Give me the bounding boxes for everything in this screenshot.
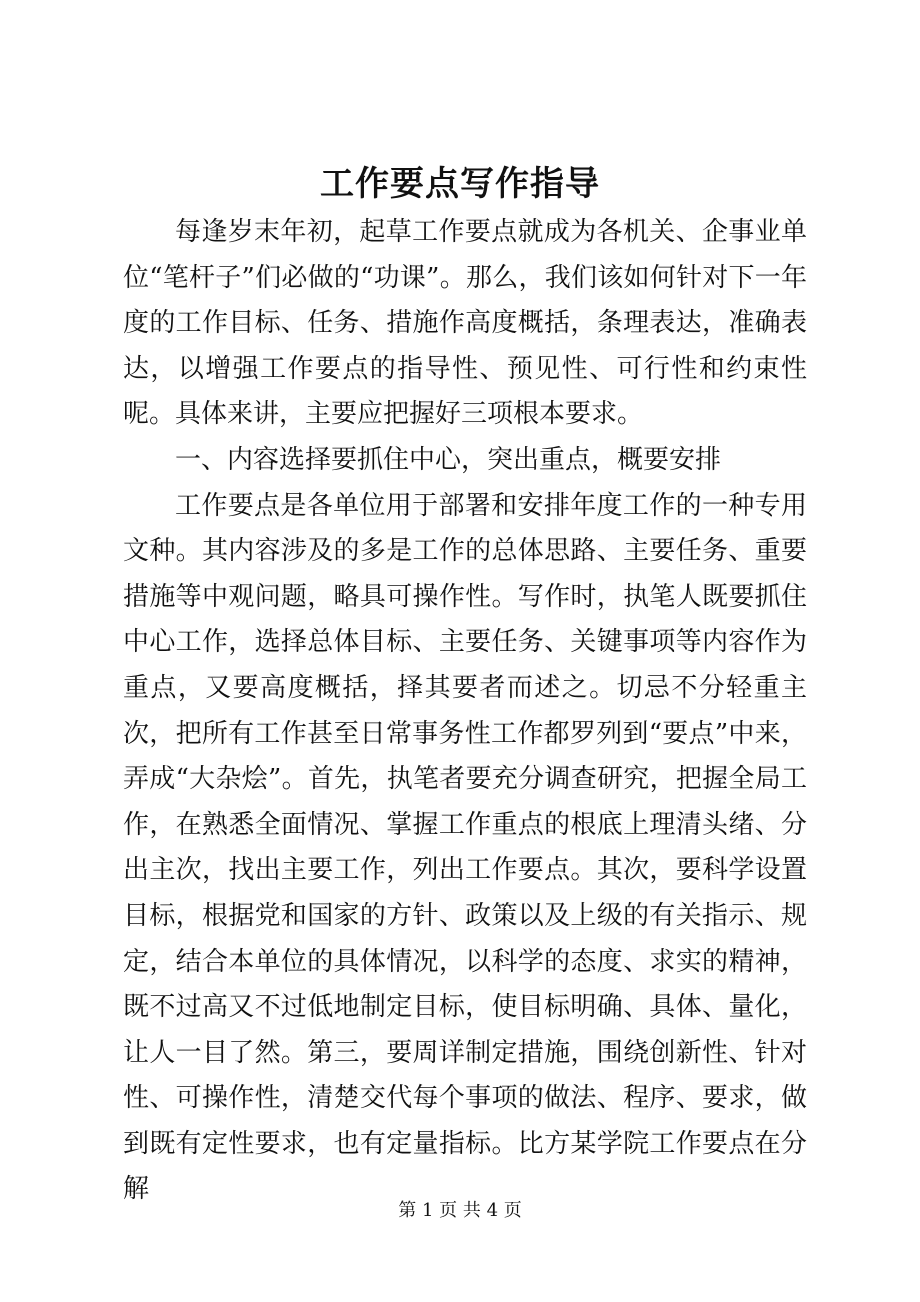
document-title: 工作要点写作指导 bbox=[320, 164, 600, 204]
page-footer: 第 1 页 共 4 页 bbox=[398, 1200, 522, 1221]
section-heading-1: 一、内容选择要抓住中心，突出重点，概要安排 bbox=[175, 444, 722, 475]
section-1-paragraph: 工作要点是各单位用于部署和安排年度工作的一种专用文种。其内容涉及的多是工作的总体思路、主要任务、重要措施等中观问题，略具可操作性。写作时，执笔人既要抓住中心工作，选择总体目标、主要任务、关键事项等内容作为重点，又要高度概括，择其要者而述之。切忌不分轻重主次，把所有工作甚至日常事务性工作都罗列到“要点”中来，弄成“大杂烩”。首先，执笔者要充分调查研究，把握全局工作，在熟悉全面情况、掌握工作重点的根底上理清头绪、分出主次，找出主要工作，列出工作要点。其次，要科学设置目标，根据党和国家的方针、政策以及上级的有关指示、规定，结合本单位的具体情况，以科学的态度、求实的精神，既不过高又不过低地制定目标，使目标明确、具体、量化，让人一目了然。第三，要周详制定措施，围绕创新性、针对性、可操作性，清楚交代每个事项的做法、程序、要求，做到既有定性要求，也有定量指标。比方某学院工作要点在分解 bbox=[123, 490, 807, 1205]
document-body bbox=[123, 210, 807, 1213]
intro-paragraph: 每逢岁末年初，起草工作要点就成为各机关、企事业单位“笔杆子”们必做的“功课”。那么，我们该如何针对下一年度的工作目标、任务、措施作高度概括，条理表达，准确表达，以增强工作要点的指导性、预见性、可行性和约束性呢。具体来讲，主要应把握好三项根本要求。 bbox=[123, 217, 807, 430]
